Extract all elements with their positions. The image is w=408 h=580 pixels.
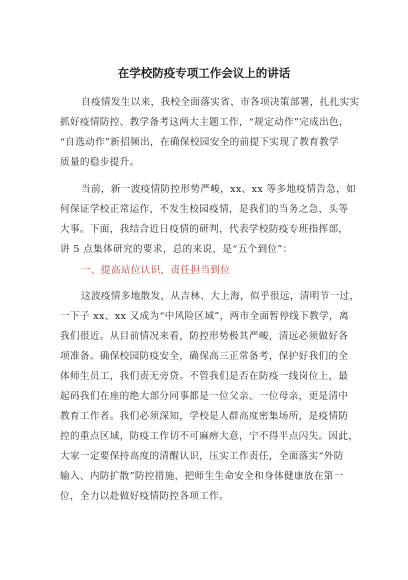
paragraph-line: 项准备。确保校园防疫安全，确保高三正常备考，保护好我们的全 <box>60 351 349 362</box>
paragraph-line: 这波疫情多地散发，从吉林、大上海，似乎很远，清明节一过， <box>81 291 360 302</box>
paragraph-line: 输入、内防扩散”防控措施，把师生生命安全和身体健康放在第一 <box>60 471 344 482</box>
paragraph-line: 当前，新一波疫情防控形势严峻，xx、xx 等多地疫情告急，如 <box>81 184 357 195</box>
paragraph-line: 控的重点区域，防疫工作切不可麻痹大意，宁不得半点闪失。因此， <box>60 431 359 442</box>
paragraph-line: 大家一定要保持高度的清醒认识，压实工作责任，全面落实“外防 <box>60 451 344 462</box>
paragraph-line: 何保证学校正常运作，不发生校园疫情，是我们的当务之急、头等 <box>60 204 349 215</box>
paragraph-line: 位，全力以赴做好疫情防控各项工作。 <box>60 491 230 502</box>
paragraph-line: 我们很近。从目前情况来看，防控形势极其严峻，清远必须做好各 <box>60 331 349 342</box>
document-title: 在学校防疫专项工作会议上的讲话 <box>117 66 291 80</box>
paragraph-line: 讲 5 点集体研究的要求，总的来说，是“五个到位”： <box>60 244 293 255</box>
paragraph-line: 质量的稳步提升。 <box>60 157 140 168</box>
paragraph-line: 大事。下面，我结合近日疫情的研判，代表学校防疫专班指挥部， <box>60 224 349 235</box>
section-heading: 一、提高站位认识，责任担当到位 <box>81 265 231 276</box>
paragraph-line: 抓好疫情防控、教学备考这两大主题工作，“规定动作”完成出色， <box>60 117 349 128</box>
paragraph-line: 自疫情发生以来，我校全面落实省、市各项决策部署，扎扎实实 <box>81 97 360 108</box>
paragraph-line: “自选动作”新招频出，在确保校园安全的前提下实现了教育教学 <box>60 137 339 148</box>
paragraph-line: 体师生员工，我们责无旁贷。不管我们是否在防疫一线岗位上，最 <box>60 371 349 382</box>
paragraph-line: 起码我们在座的绝大部分同事都是一位父亲、一位母亲，更是清中 <box>60 391 349 402</box>
paragraph-line: 教育工作者。我们必须深知，学校是人群高度密集场所，是疫情防 <box>60 411 349 422</box>
paragraph-line: 一下子 xx、xx 又成为“中风险区域”，两市全面暂停线下教学，离 <box>60 311 349 322</box>
